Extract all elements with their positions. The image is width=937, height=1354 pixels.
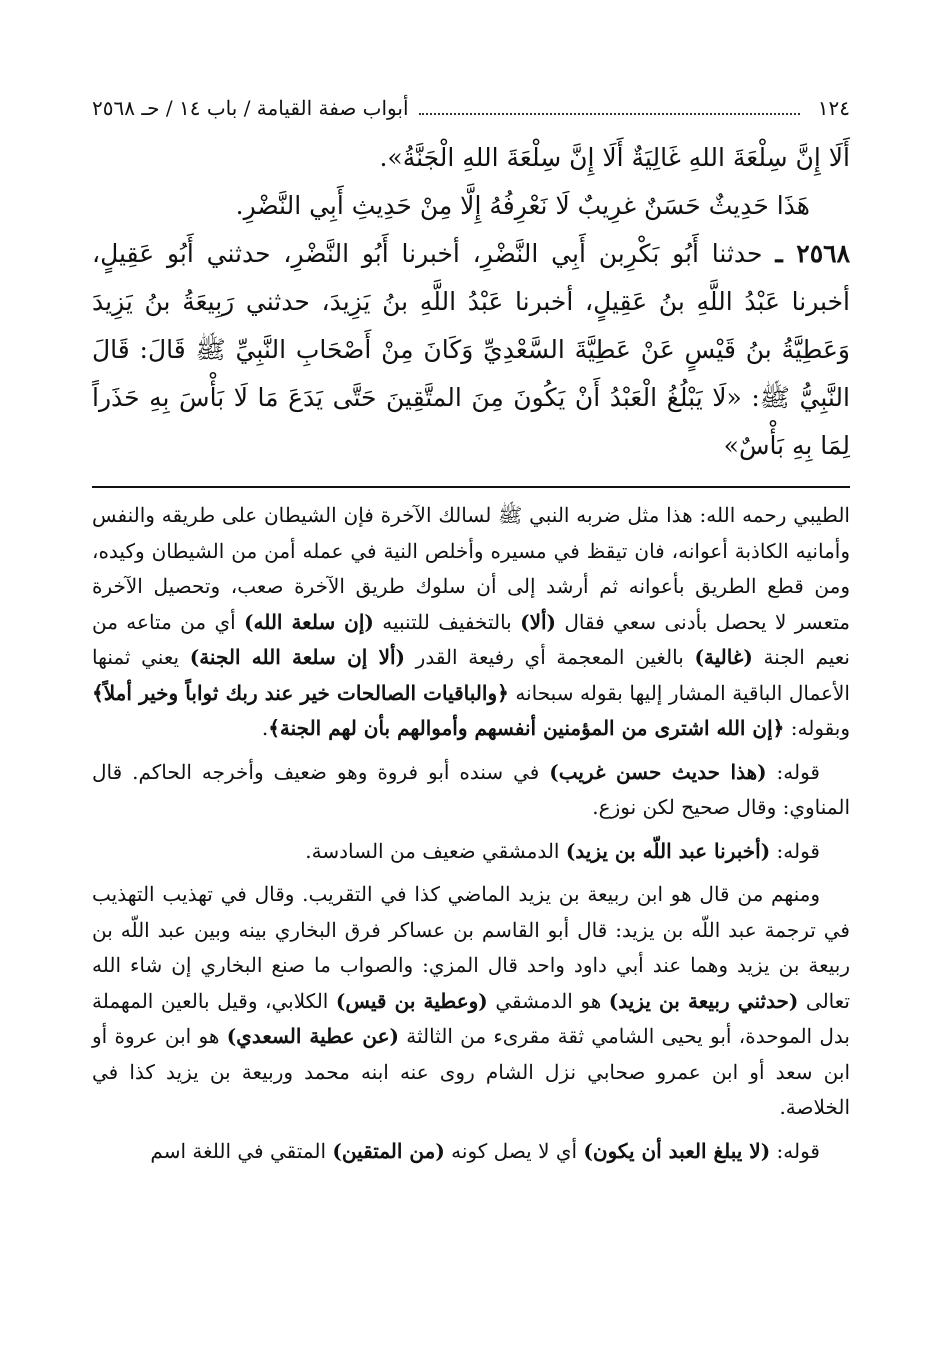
text-run: أي من متاعه من نعيم الجنة — [92, 609, 850, 669]
bold-quote: (ألا) — [520, 609, 556, 634]
bold-quote: (لا يبلغ العبد أن يكون) — [583, 1138, 771, 1163]
text-run: في سنده أبو فروة وهو ضعيف وأخرجه الحاكم. قال المناوي: وقال صحيح لكن نوزع. — [92, 759, 850, 819]
text-run: يعني ثمنها الأعمال الباقية المشار إليها بقوله سبحانه — [92, 645, 850, 705]
page-number: ١٢٤ — [817, 96, 850, 120]
bold-quote: (عن عطية السعدي) — [226, 1024, 399, 1048]
text-run: الكلابي، وقيل بالعين المهملة بدل الموحدة، أبو يحيى الشامي ثقة مقرىء من الثالثة — [92, 988, 850, 1048]
bold-quote: (غالية) — [694, 645, 753, 669]
text-run: . — [261, 716, 269, 740]
text-run: قوله: — [770, 1138, 820, 1163]
hadith-body: حدثنا أَبُو بَكْرِبن أَبِي النَّضْرِ، أخبرنا أَبُو النَّضْرِ، حدثني أَبُو عَقِيلٍ، أخبرنا عَبْدُ اللَّهِ بنُ عَقِيلٍ، أخبرنا عَبْدُ اللَّهِ بنُ يَزِيدَ، حدثني رَبِيعَةُ بنُ يَزِيدَ وَعَطِيَّةُ بنُ قَيْسٍ عَنْ عَطِيَّةَ السَّعْدِيِّ وَكَانَ مِنْ أَصْحَابِ النَّبِيِّ ﷺ قَالَ: قَالَ النَّبِيُّ ﷺ: «لَا يَبْلُغُ الْعَبْدُ أَنْ يَكُونَ مِنَ المتَّقِينَ حَتَّى يَدَعَ مَا لَا بَأْسَ بِهِ حَذَراً لِمَا بِهِ بَأْسٌ» — [92, 239, 850, 460]
commentary-paragraph — [92, 755, 850, 826]
bold-quote: (حدثني ربيعة بن يزيد) — [608, 988, 799, 1013]
commentary-paragraph — [92, 834, 850, 870]
text-run: بالغين المعجمة أي رفيعة القدر — [405, 645, 695, 669]
hadith-grading: هَذَا حَدِيثٌ حَسَنٌ غرِيبٌ لَا نَعْرِفُهُ إِلَّا مِنْ حَدِيثِ أَبِي النَّضْرِ. — [235, 191, 810, 220]
text-run: قوله: — [770, 838, 820, 863]
bold-quote: ﴿والباقيات الصالحات خير عند ربك ثواباً وخير أملاً﴾ — [92, 680, 509, 705]
bold-quote: (هذا حديث حسن غريب) — [549, 759, 767, 784]
text-run: هو الدمشقي — [487, 988, 609, 1013]
text-run: بالتخفيف للتنبيه — [373, 609, 521, 634]
hadith-number: ٢٥٦٨ ـ — [775, 239, 851, 268]
bold-quote: (من المتقين) — [332, 1138, 445, 1163]
bold-quote: (أخبرنا عبد اللّه بن يزيد) — [565, 838, 771, 863]
text-run: الدمشقي ضعيف من السادسة. — [305, 838, 566, 863]
bold-quote: (ألا إن سلعة الله الجنة) — [189, 645, 405, 669]
commentary-paragraph — [92, 498, 850, 747]
footnote-separator — [92, 486, 850, 488]
hadith-text-block — [92, 134, 850, 470]
text-run: المتقي في اللغة اسم — [150, 1138, 333, 1163]
text-run: الطيبي رحمه الله: هذا مثل ضربه النبي ﷺ لسالك الآخرة فإن الشيطان على طريقه والنفس وأمانيه الكاذبة أعوانه، فان تيقظ في مسيره وأخلص النية في عمله أمن من الشيطان وكيده، ومن قطع الطريق بأعوانه ثم أرشد إلى أن سلوك طريق الآخرة صعب، وتحصيل الآخرة متعسر لا يحصل بأدنى سعي فقال — [92, 503, 850, 634]
commentary — [92, 498, 850, 1169]
text-run: ومنهم من قال هو ابن ربيعة بن يزيد الماضي كذا في التقريب. وقال في تهذيب التهذيب في ترجمة عبد اللّه بن يزيد: قال أبو القاسم بن عساكر فرق البخاري بينه وبين عبد اللّه بن ربيعة بن يزيد وهما عند أبي داود واحد قال المزي: والصواب ما صنع البخاري إن شاء الله تعالى — [92, 882, 850, 1013]
bold-quote: ﴿إن الله اشترى من المؤمنين أنفسهم وأموالهم بأن لهم الجنة﴾ — [268, 716, 785, 740]
commentary-paragraph — [92, 877, 850, 1126]
text-run: أي لا يصل كونه — [444, 1138, 584, 1163]
bold-quote: (وعطية بن قيس) — [335, 988, 488, 1013]
text-run: هو ابن عروة أو ابن سعد أو ابن عمرو صحابي نزل الشام روى عنه ابنه محمد وربيعة بن يزيد كذا في الخلاصة. — [92, 1024, 850, 1119]
hadith-line-1: أَلَا إِنَّ سِلْعَةَ اللهِ غَالِيَةٌ أَلَا إِنَّ سِلْعَةَ اللهِ الْجَنَّةُ». — [379, 143, 850, 172]
bold-quote: (إن سلعة الله) — [244, 609, 374, 634]
text-run: قوله: — [766, 759, 820, 784]
running-header — [92, 88, 850, 128]
text-run: وبقوله: — [784, 716, 850, 740]
header-dot-leader — [419, 99, 800, 115]
hadith-2568 — [92, 230, 850, 470]
commentary-paragraph — [92, 1134, 850, 1170]
document-page — [92, 88, 850, 1177]
header-title: أبواب صفة القيامة / باب ١٤ / حـ ٢٥٦٨ — [92, 96, 409, 120]
